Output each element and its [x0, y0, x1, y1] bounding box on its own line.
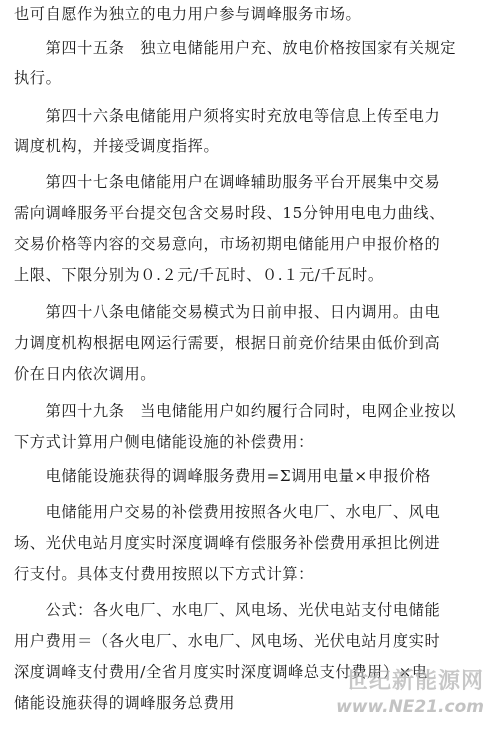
text-line: 执行。 [14, 69, 62, 87]
watermark-site-name: 世纪新能源网 [345, 669, 484, 694]
watermark [334, 668, 484, 728]
text-line: 场、光伏电站月度实时深度调峰有偿服务补偿费用承担比例进 [14, 534, 441, 552]
text-line: 电储能设施获得的调峰服务费用=Σ调用电量×申报价格 [14, 467, 431, 485]
text-line: 上限、下限分别为０.２元/千瓦时、０.１元/千瓦时。 [14, 266, 384, 284]
text-line: 第四十八条电储能交易模式为日前申报、日内调用。由电 [14, 303, 441, 321]
text-line: 用户费用＝（各火电厂、水电厂、风电场、光伏电站月度实时 [14, 632, 441, 650]
text-line: 也可自愿作为独立的电力用户参与调峰服务市场。 [14, 5, 362, 23]
text-line: 第四十六条电储能用户须将实时充放电等信息上传至电力 [14, 107, 441, 125]
text-line: 价在日内依次调用。 [14, 365, 157, 383]
text-line: 电储能用户交易的补偿费用按照各火电厂、水电厂、风电 [14, 503, 441, 521]
watermark-url: www.NE21.com [336, 697, 484, 717]
text-line: 力调度机构根据电网运行需要，根据日前竞价结果由低价到高 [14, 334, 441, 352]
text-line: 第四十七条电储能用户在调峰辅助服务平台开展集中交易 [14, 173, 441, 191]
text-line: 交易价格等内容的交易意向，市场初期电储能用户申报价格的 [14, 235, 441, 253]
text-line: 第四十九条 当电储能用户如约履行合同时，电网企业按以 [14, 402, 457, 420]
text-line: 调度机构，并接受调度指挥。 [14, 137, 220, 155]
text-line: 储能设施获得的调峰服务总费用 [14, 694, 236, 712]
text-line: 下方式计算用户侧电储能设施的补偿费用： [14, 433, 314, 451]
text-line: 公式：各火电厂、水电厂、风电场、光伏电站支付电储能 [14, 601, 441, 619]
text-line: 深度调峰支付费用/全省月度实时深度调峰总支付费用）×电 [14, 663, 428, 681]
text-line: 需向调峰服务平台提交包含交易时段、15分钟用电电力曲线、 [14, 204, 446, 222]
text-line: 第四十五条 独立电储能用户充、放电价格按国家有关规定 [14, 39, 457, 57]
text-line: 行支付。具体支付费用按照以下方式计算： [14, 565, 314, 583]
